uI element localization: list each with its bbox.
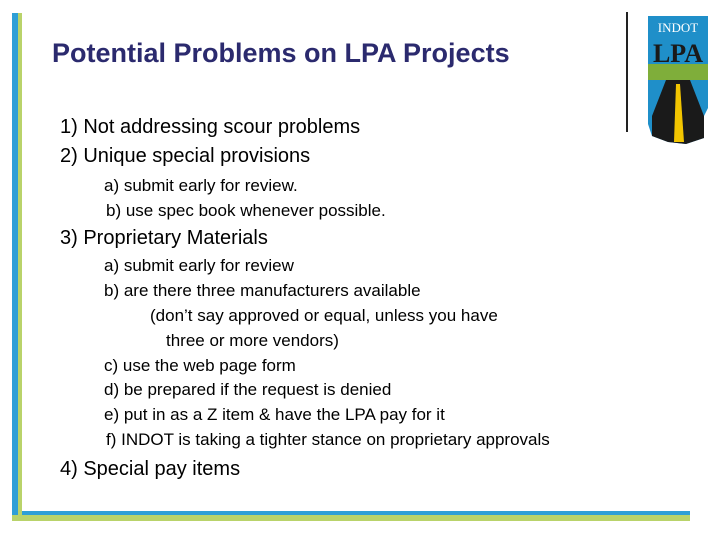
header-divider xyxy=(626,12,628,132)
sub-item-3b-note-1: (don’t say approved or equal, unless you have xyxy=(150,306,498,325)
list-item-3: 3) Proprietary Materials xyxy=(60,227,268,249)
sub-item-3f: f) INDOT is taking a tighter stance on proprietary approvals xyxy=(106,430,550,449)
sub-item-2b: b) use spec book whenever possible. xyxy=(106,201,386,220)
logo-top-text: INDOT xyxy=(657,20,699,35)
list-item-1: 1) Not addressing scour problems xyxy=(60,116,361,138)
sub-item-2a: a) submit early for review. xyxy=(104,176,298,195)
list-item-4: 4) Special pay items xyxy=(60,458,241,480)
sub-item-3d: d) be prepared if the request is denied xyxy=(104,380,392,399)
sub-item-3e: e) put in as a Z item & have the LPA pay for it xyxy=(104,405,445,424)
slide-title: Potential Problems on LPA Projects xyxy=(52,38,510,68)
sub-item-3b-note-2: three or more vendors) xyxy=(166,331,339,350)
frame-left-accent xyxy=(18,13,22,521)
frame-bottom-bar xyxy=(12,515,690,521)
list-item-2: 2) Unique special provisions xyxy=(60,145,311,167)
sub-item-3c: c) use the web page form xyxy=(104,356,296,375)
sub-item-3b: b) are there three manufacturers available xyxy=(104,281,421,300)
sub-item-3a: a) submit early for review xyxy=(104,256,294,275)
logo-main-text: LPA xyxy=(652,39,704,68)
indot-lpa-logo xyxy=(646,12,710,146)
frame-bottom-accent xyxy=(22,511,690,515)
